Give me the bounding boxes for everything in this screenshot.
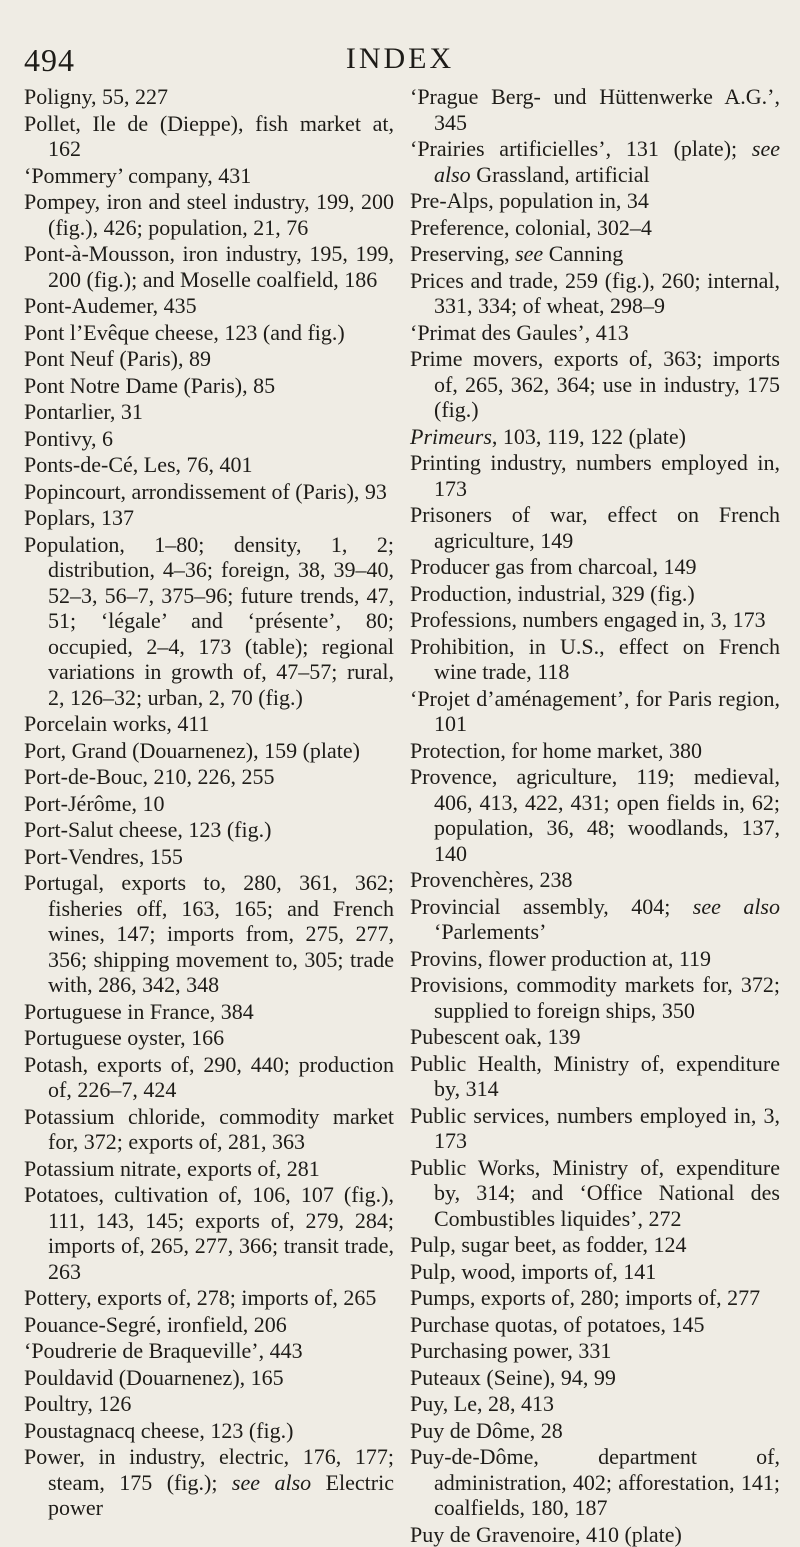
index-entry: Poultry, 126 — [24, 1391, 394, 1417]
index-entry: Pubescent oak, 139 — [410, 1024, 780, 1050]
index-entry: Provenchères, 238 — [410, 867, 780, 893]
index-entry: Printing industry, numbers employed in, 173 — [410, 450, 780, 501]
index-entry: Primeurs, 103, 119, 122 (plate) — [410, 424, 780, 450]
index-entry: Port-Vendres, 155 — [24, 844, 394, 870]
index-entry: Port-Jérôme, 10 — [24, 791, 394, 817]
index-entry: Port-Salut cheese, 123 (fig.) — [24, 817, 394, 843]
index-entry: ‘Prague Berg- und Hüttenwerke A.G.’, 345 — [410, 84, 780, 135]
index-entry: Purchasing power, 331 — [410, 1338, 780, 1364]
index-entry: Pouldavid (Douarnenez), 165 — [24, 1365, 394, 1391]
index-entry: Puy de Gravenoire, 410 (plate) — [410, 1522, 780, 1547]
index-entry: Pollet, Ile de (Dieppe), fish market at, 162 — [24, 111, 394, 162]
index-entry: ‘Pommery’ company, 431 — [24, 163, 394, 189]
index-entry: Pottery, exports of, 278; imports of, 265 — [24, 1285, 394, 1311]
index-entry: Provincial assembly, 404; see also ‘Parlements’ — [410, 894, 780, 945]
index-entry: Portuguese oyster, 166 — [24, 1025, 394, 1051]
index-entry: Protection, for home market, 380 — [410, 738, 780, 764]
index-entry: Pouance-Segré, ironfield, 206 — [24, 1312, 394, 1338]
index-entry: Poligny, 55, 227 — [24, 84, 394, 110]
index-entry: Popincourt, arrondissement of (Paris), 93 — [24, 479, 394, 505]
index-entry: Pontarlier, 31 — [24, 399, 394, 425]
index-entry: Prohibition, in U.S., effect on French wine trade, 118 — [410, 634, 780, 685]
index-entry: Public Health, Ministry of, expenditure by, 314 — [410, 1051, 780, 1102]
page-header — [24, 42, 776, 82]
index-entry: Pre-Alps, population in, 34 — [410, 188, 780, 214]
index-entry: Portuguese in France, 384 — [24, 999, 394, 1025]
index-entry: Port, Grand (Douarnenez), 159 (plate) — [24, 738, 394, 764]
index-entry: Pont l’Evêque cheese, 123 (and fig.) — [24, 320, 394, 346]
index-columns — [24, 84, 780, 1284]
index-entry: Pont Neuf (Paris), 89 — [24, 346, 394, 372]
index-entry: Power, in industry, electric, 176, 177; steam, 175 (fig.); see also Electric power — [24, 1444, 394, 1521]
index-entry: Port-de-Bouc, 210, 226, 255 — [24, 764, 394, 790]
index-entry: Professions, numbers engaged in, 3, 173 — [410, 607, 780, 633]
index-entry: Pulp, wood, imports of, 141 — [410, 1259, 780, 1285]
index-entry: Puy, Le, 28, 413 — [410, 1391, 780, 1417]
index-entry: Potash, exports of, 290, 440; production of, 226–7, 424 — [24, 1052, 394, 1103]
index-entry: Puy-de-Dôme, department of, administration, 402; afforestation, 141; coalfields, 180, 187 — [410, 1444, 780, 1521]
index-entry: ‘Poudrerie de Braqueville’, 443 — [24, 1338, 394, 1364]
index-entry: Poplars, 137 — [24, 505, 394, 531]
index-entry: Provence, agriculture, 119; medieval, 406, 413, 422, 431; open fields in, 62; population, 36, 48; woodlands, 137, 140 — [410, 764, 780, 866]
index-entry: Provins, flower production at, 119 — [410, 946, 780, 972]
index-entry: Puy de Dôme, 28 — [410, 1418, 780, 1444]
index-entry: Production, industrial, 329 (fig.) — [410, 581, 780, 607]
index-entry: Pontivy, 6 — [24, 426, 394, 452]
index-entry: Preserving, see Canning — [410, 241, 780, 267]
index-entry: Portugal, exports to, 280, 361, 362; fisheries off, 163, 165; and French wines, 147; imports from, 275, 277, 356; shipping movement to, 305; trade with, 286, 342, 348 — [24, 870, 394, 998]
index-entry: Prime movers, exports of, 363; imports of, 265, 362, 364; use in industry, 175 (fig.) — [410, 346, 780, 423]
index-entry: Potassium chloride, commodity market for, 372; exports of, 281, 363 — [24, 1104, 394, 1155]
index-entry: Pumps, exports of, 280; imports of, 277 — [410, 1285, 780, 1311]
right-column — [410, 84, 780, 1284]
index-entry: Public Works, Ministry of, expenditure by, 314; and ‘Office National des Combustibles liquides’, 272 — [410, 1155, 780, 1232]
index-entry: ‘Projet d’aménagement’, for Paris region, 101 — [410, 686, 780, 737]
index-entry: Porcelain works, 411 — [24, 711, 394, 737]
index-entry: Prisoners of war, effect on French agriculture, 149 — [410, 502, 780, 553]
index-entry: Poustagnacq cheese, 123 (fig.) — [24, 1418, 394, 1444]
index-entry: Preference, colonial, 302–4 — [410, 215, 780, 241]
page-number: 494 — [24, 42, 75, 79]
index-entry: ‘Primat des Gaules’, 413 — [410, 320, 780, 346]
index-entry: Producer gas from charcoal, 149 — [410, 554, 780, 580]
index-entry: Purchase quotas, of potatoes, 145 — [410, 1312, 780, 1338]
index-entry: Pulp, sugar beet, as fodder, 124 — [410, 1232, 780, 1258]
index-entry: Pompey, iron and steel industry, 199, 200 (fig.), 426; population, 21, 76 — [24, 189, 394, 240]
index-entry: Puteaux (Seine), 94, 99 — [410, 1365, 780, 1391]
index-entry: Public services, numbers employed in, 3, 173 — [410, 1103, 780, 1154]
index-entry: Potassium nitrate, exports of, 281 — [24, 1156, 394, 1182]
index-entry: Potatoes, cultivation of, 106, 107 (fig.), 111, 143, 145; exports of, 279, 284; imports of, 265, 277, 366; transit trade, 263 — [24, 1182, 394, 1284]
index-entry: Ponts-de-Cé, Les, 76, 401 — [24, 452, 394, 478]
left-column — [24, 84, 394, 1284]
page-title: INDEX — [24, 42, 776, 76]
index-entry: Provisions, commodity markets for, 372; supplied to foreign ships, 350 — [410, 972, 780, 1023]
index-entry: Population, 1–80; density, 1, 2; distribution, 4–36; foreign, 38, 39–40, 52–3, 56–7, 375–96; future trends, 47, 51; ‘légale’ and ‘présente’, 80; occupied, 2–4, 173 (table); regional variations in growth of, 47–57; rural, 2, 126–32; urban, 2, 70 (fig.) — [24, 532, 394, 711]
index-entry: Prices and trade, 259 (fig.), 260; internal, 331, 334; of wheat, 298–9 — [410, 268, 780, 319]
index-entry: Pont-à-Mousson, iron industry, 195, 199, 200 (fig.); and Moselle coalfield, 186 — [24, 241, 394, 292]
index-entry: ‘Prairies artificielles’, 131 (plate); see also Grassland, artificial — [410, 136, 780, 187]
index-entry: Pont-Audemer, 435 — [24, 293, 394, 319]
index-entry: Pont Notre Dame (Paris), 85 — [24, 373, 394, 399]
